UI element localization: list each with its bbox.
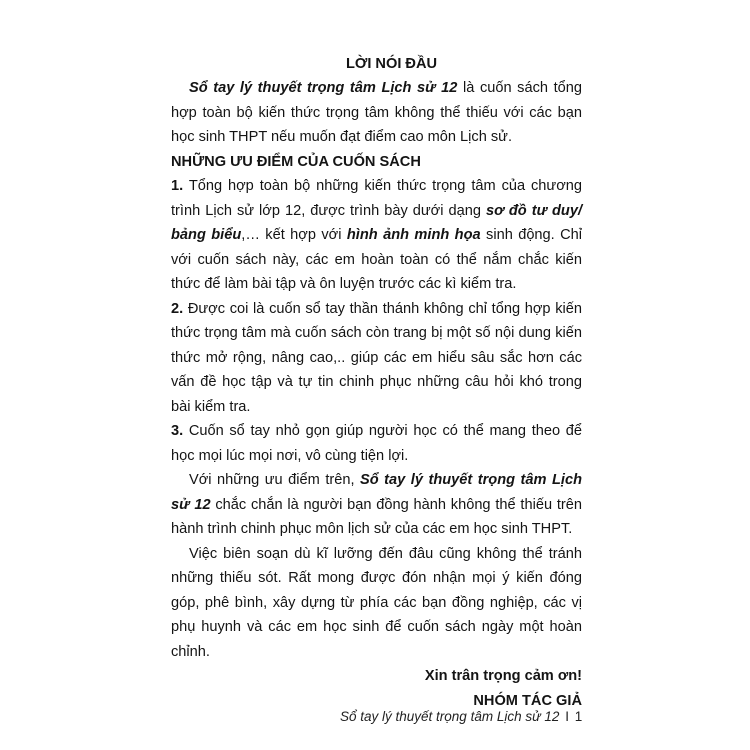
footer-page-number: 1 [574,709,583,724]
point-2-text: Được coi là cuốn sổ tay thần thánh không chỉ tổng hợp kiến thức trọng tâm mà cuốn sách còn trang bị một số nội dung kiến thức mở rộng, nâng cao,.. giúp các em hiểu sâu sắc hơn các vấn đề học tập và tự tin chinh phục những câu hỏi khó trong bài kiểm tra. [171,300,582,415]
point-1-text-c: sinh động. Chỉ với cuốn sách này, các em hoàn toàn có thể nắm chắc kiến thức để làm bài tập và ôn luyện trước các kì kiểm tra. [171,227,583,292]
footer-separator: I [565,709,569,724]
acknowledgement-paragraph: Việc biên soạn dù kĩ lưỡng đến đâu cũng không thể tránh những thiếu sót. Rất mong được đón nhận mọi ý kiến đóng góp, phê bình, xây dựng từ phía các bạn đồng nghiệp, các vị phụ huynh và các em học sinh để cuốn sách ngày một hoàn chỉnh. [171,545,582,660]
point-1 [171,174,582,297]
point-2-number: 2. [171,300,184,317]
thanks-line: Xin trân trọng cảm ơn! [424,668,582,684]
document-page [171,52,582,713]
page-footer [340,708,582,726]
point-1-text-b: ,… kết hợp với [241,227,347,243]
point-1-number: 1. [171,178,184,194]
authors-signature: NHÓM TÁC GIẢ [473,692,582,709]
point-1-emphasis-a: sơ đồ tư duy/ bảng biểu [171,202,583,243]
intro-paragraph [171,76,582,150]
closing-paragraph [171,468,582,542]
closing-book-title: Sổ tay lý thuyết trọng tâm Lịch sử 12 [171,472,582,513]
point-3-text: Cuốn sổ tay nhỏ gọn giúp người học có thể mang theo để học mọi lúc mọi nơi, vô cùng tiện lợi. [171,423,582,464]
intro-book-title: Sổ tay lý thuyết trọng tâm Lịch sử 12 [189,80,458,96]
point-3-number: 3. [171,423,184,439]
footer-book-title: Sổ tay lý thuyết trọng tâm Lịch sử 12 [340,709,560,724]
page-title: LỜI NÓI ĐẦU [345,56,438,72]
point-1-text-a: Tổng hợp toàn bộ những kiến thức trọng tâm của chương trình Lịch sử lớp 12, được trình bày dưới dạng [171,178,582,219]
point-3 [171,419,582,468]
closing-text-a: Với những ưu điểm trên, [189,472,361,488]
closing-text-b: chắc chắn là người bạn đồng hành không thể thiếu trên hành trình chinh phục môn lịch sử của các em học sinh THPT. [171,496,582,537]
intro-text: là cuốn sách tổng hợp toàn bộ kiến thức trọng tâm không thể thiếu với các bạn học sinh THPT nếu muốn đạt điểm cao môn Lịch sử. [171,80,582,145]
point-1-emphasis-b: hình ảnh minh họa [346,227,481,243]
point-2 [171,297,582,420]
section-heading: NHỮNG ƯU ĐIỂM CỦA CUỐN SÁCH [171,153,421,170]
